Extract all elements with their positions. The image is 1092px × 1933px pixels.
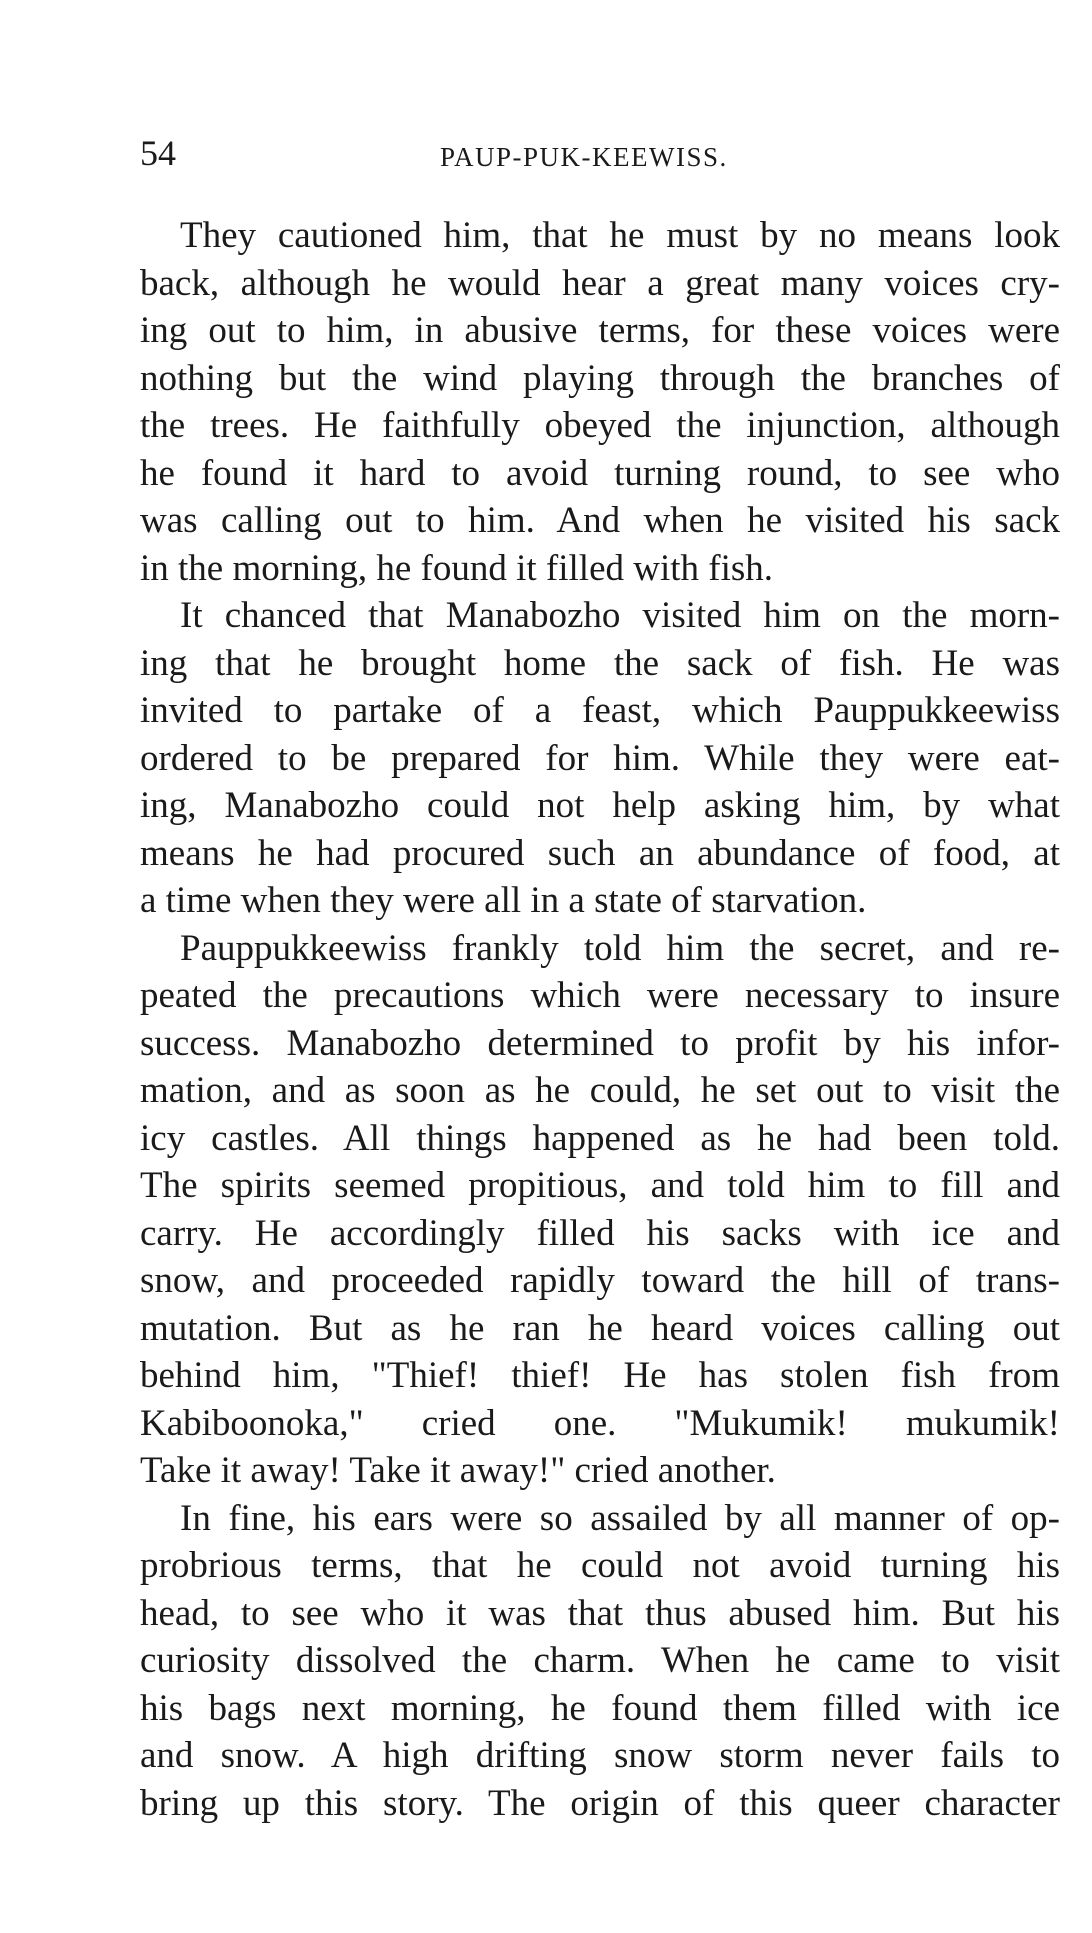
text-line: icy castles. All things happened as he had been told. [140, 1117, 1060, 1159]
text-line: ing out to him, in abusive terms, for these voices were [140, 310, 1060, 351]
paragraph [140, 1495, 1060, 1828]
text-line: back, although he would hear a great many voices cry- [140, 262, 1060, 304]
text-line: Take it away! Take it away!" cried another. [140, 1450, 776, 1491]
text-line: and snow. A high drifting snow storm never fails to [140, 1735, 1060, 1776]
text-line: curiosity dissolved the charm. When he came to visit [140, 1640, 1060, 1681]
text-line: head, to see who it was that thus abused him. But his [140, 1592, 1060, 1634]
text-line: the trees. He faithfully obeyed the injunction, although [140, 405, 1060, 446]
text-line: ing that he brought home the sack of fish. He was [140, 642, 1060, 684]
text-line: probrious terms, that he could not avoid turning his [140, 1545, 1060, 1586]
text-line: It chanced that Manabozho visited him on the morn- [180, 595, 1060, 636]
text-line: behind him, "Thief! thief! He has stolen fish from [140, 1355, 1060, 1396]
text-line: snow, and proceeded rapidly toward the hill of trans- [140, 1260, 1060, 1301]
text-line: success. Manabozho determined to profit by his infor- [140, 1022, 1060, 1064]
text-line: Kabiboonoka," cried one. "Mukumik! mukumik! [140, 1402, 1060, 1444]
paragraph [140, 212, 1060, 592]
text-line: invited to partake of a feast, which Pauppukkeewiss [140, 690, 1060, 731]
text-line: means he had procured such an abundance of food, at [140, 832, 1060, 874]
paragraph [140, 925, 1060, 1495]
text-line: bring up this story. The origin of this queer character [140, 1782, 1060, 1824]
running-head: PAUP-PUK-KEEWISS. [440, 142, 728, 172]
text-line: ing, Manabozho could not help asking him, by what [140, 785, 1060, 826]
text-line: he found it hard to avoid turning round, to see who [140, 452, 1060, 494]
text-line: carry. He accordingly filled his sacks with ice and [140, 1212, 1060, 1254]
page-header [140, 128, 1060, 178]
text-line: peated the precautions which were necessary to insure [140, 975, 1060, 1016]
text-line: mutation. But as he ran he heard voices calling out [140, 1307, 1060, 1349]
paragraph [140, 592, 1060, 925]
text-line: Pauppukkeewiss frankly told him the secret, and re- [180, 927, 1060, 969]
text-line: In fine, his ears were so assailed by all manner of op- [180, 1497, 1060, 1539]
page-number: 54 [140, 133, 176, 173]
text-line: They cautioned him, that he must by no means look [180, 215, 1060, 256]
text-line: nothing but the wind playing through the branches of [140, 357, 1060, 399]
text-line: his bags next morning, he found them filled with ice [140, 1687, 1060, 1729]
text-line: a time when they were all in a state of starvation. [140, 880, 867, 921]
body-text [140, 212, 1060, 1827]
text-line: in the morning, he found it filled with fish. [140, 547, 774, 589]
text-line: ordered to be prepared for him. While they were eat- [140, 737, 1060, 779]
text-line: was calling out to him. And when he visited his sack [140, 500, 1060, 541]
text-line: mation, and as soon as he could, he set out to visit the [140, 1070, 1060, 1111]
text-line: The spirits seemed propitious, and told him to fill and [140, 1165, 1060, 1206]
